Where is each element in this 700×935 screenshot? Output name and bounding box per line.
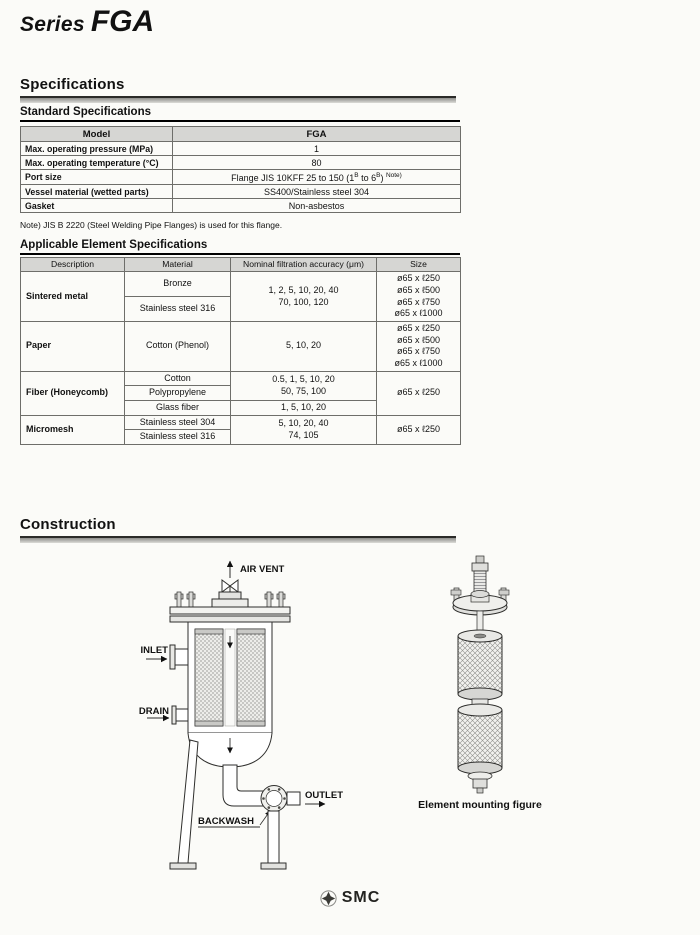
standard-spec-cell: SS400/Stainless steel 304 [173,185,461,199]
inlet-label: INLET [140,645,168,656]
standard-spec-row [21,156,461,170]
construction-title: Construction [20,516,116,533]
element-spec-table [20,257,461,445]
specifications-heading-bar [20,96,456,103]
element-spec-cell: Paper [21,321,125,371]
element-spec-cell: Polypropylene [125,386,231,401]
standard-spec-header-model: Model [21,127,173,142]
element-spec-row [21,371,461,386]
drain-label: DRAIN [138,706,169,717]
element-spec-header-cell: Material [125,258,231,272]
element-spec-row [21,272,461,297]
backwash-label: BACKWASH [198,816,254,827]
outlet-label: OUTLET [305,790,343,801]
air-vent-label: AIR VENT [240,564,285,575]
element-spec-cell: Stainless steel 304 [125,415,231,430]
construction-heading-bar [20,536,456,543]
element-spec-row [21,415,461,430]
standard-spec-cell: Port size [21,170,173,185]
element-spec-cell: ø65 x ℓ250 ø65 x ℓ500 ø65 x ℓ750 ø65 x ℓ1000 [377,272,461,322]
element-spec-cell: Sintered metal [21,272,125,322]
specifications-title: Specifications [20,76,125,93]
standard-spec-cell: Flange JIS 10KFF 25 to 150 ($1^B$ to $6^B$) $^{Note)}$ [173,170,461,185]
element-spec-cell: Micromesh [21,415,125,444]
standard-spec-row [21,142,461,156]
element-specifications-subheading: Applicable Element Specifications [20,239,460,255]
element-spec-cell: 1, 2, 5, 10, 20, 40 70, 100, 120 [231,272,377,322]
element-mounting-diagram [451,556,509,793]
construction-section-heading [20,516,456,543]
standard-spec-cell: 80 [173,156,461,170]
smc-logo-text: SMC [341,889,381,906]
element-spec-cell: ø65 x ℓ250 ø65 x ℓ500 ø65 x ℓ750 ø65 x ℓ1000 [377,321,461,371]
standard-spec-cell: Max. operating temperature (°C) [21,156,173,170]
standard-spec-row [21,170,461,185]
standard-spec-cell: Non-asbestos [173,199,461,213]
standard-spec-cell: Gasket [21,199,173,213]
element-spec-cell: Glass fiber [125,401,231,416]
standard-spec-cell: Vessel material (wetted parts) [21,185,173,199]
element-spec-cell: Fiber (Honeycomb) [21,371,125,415]
series-model: FGA [90,5,155,38]
element-spec-cell: ø65 x ℓ250 [377,415,461,444]
standard-spec-header-row [21,127,461,142]
element-spec-header-cell: Size [377,258,461,272]
element-spec-cell: ø65 x ℓ250 [377,371,461,415]
element-mounting-caption: Element mounting figure [418,799,542,811]
element-spec-header-cell: Description [21,258,125,272]
standard-spec-row [21,185,461,199]
smc-logo-mark-icon [320,890,337,907]
element-spec-cell: 5, 10, 20 [231,321,377,371]
standard-spec-table [20,126,461,213]
smc-logo [0,889,700,907]
element-spec-cell: Stainless steel 316 [125,430,231,445]
element-spec-cell: Bronze [125,272,231,297]
element-spec-cell: 5, 10, 20, 40 74, 105 [231,415,377,444]
element-spec-header-row [21,258,461,272]
standard-spec-cell: Max. operating pressure (MPa) [21,142,173,156]
element-spec-cell: 0.5, 1, 5, 10, 20 50, 75, 100 [231,371,377,400]
standard-spec-row [21,199,461,213]
element-spec-row [21,321,461,371]
element-spec-cell: Cotton (Phenol) [125,321,231,371]
standard-specifications-subheading: Standard Specifications [20,106,460,122]
series-prefix: Series [20,13,85,36]
construction-figure [20,548,680,893]
standard-spec-header-series: FGA [173,127,461,142]
element-spec-cell: Stainless steel 316 [125,297,231,322]
page-title [20,5,154,39]
standard-spec-cell: 1 [173,142,461,156]
element-spec-header-cell: Nominal filtration accuracy (μm) [231,258,377,272]
spec-note: Note) JIS B 2220 (Steel Welding Pipe Flanges) is used for this flange. [20,220,283,230]
element-spec-cell: 1, 5, 10, 20 [231,401,377,416]
specifications-section-heading [20,76,456,103]
element-spec-cell: Cotton [125,371,231,386]
